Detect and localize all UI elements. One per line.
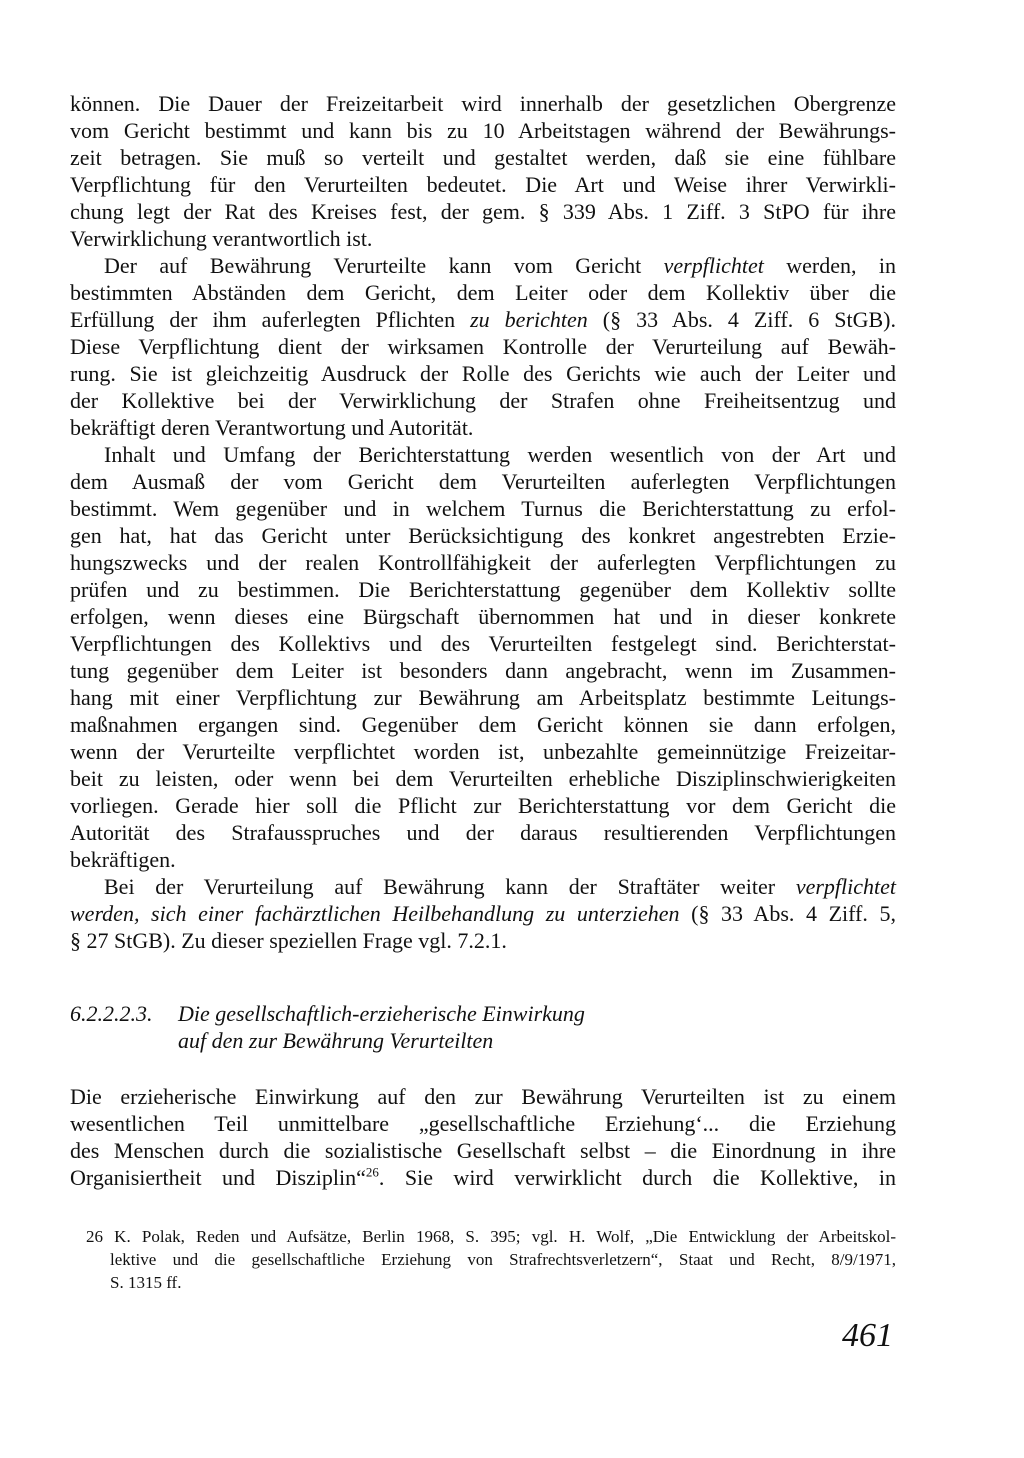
text-line: vorliegen. Gerade hier soll die Pflicht zur Berichterstattung vor dem Gericht die bbox=[70, 793, 896, 818]
text-line: der Kollektive bei der Verwirklichung der Strafen ohne Freiheitsentzug und bbox=[70, 388, 896, 413]
text-line bbox=[70, 1164, 896, 1191]
text-run: Organisiertheit und Disziplin“ bbox=[70, 1165, 366, 1190]
footnote-line: lektive und die gesellschaftliche Erziehung von Strafrechtsverletzern“, Staat und Recht, 8/9/1971, bbox=[110, 1250, 896, 1269]
text-line: rung. Sie ist gleichzeitig Ausdruck der Rolle des Gerichts wie auch der Leiter und bbox=[70, 361, 896, 386]
page-number: 461 bbox=[842, 1317, 893, 1354]
text-line: des Menschen durch die sozialistische Gesellschaft selbst – die Einordnung in ihre bbox=[70, 1138, 896, 1163]
text-run: Erfüllung der ihm auferlegten Pflichten bbox=[70, 307, 471, 332]
text-line: Inhalt und Umfang der Berichterstattung werden wesentlich von der Art und bbox=[104, 442, 896, 467]
text-line: Diese Verpflichtung dient der wirksamen Kontrolle der Verurteilung auf Bewäh- bbox=[70, 334, 896, 359]
section-title-line2: auf den zur Bewährung Verurteilten bbox=[178, 1028, 494, 1053]
text-run: . Sie wird verwirklicht durch die Kollektive, in bbox=[378, 1165, 896, 1190]
text-line: bekräftigen. bbox=[70, 847, 176, 872]
text-line: bekräftigt deren Verantwortung und Autorität. bbox=[70, 415, 474, 440]
text-run: Der auf Bewährung Verurteilte kann vom Gericht bbox=[104, 253, 664, 278]
text-line: bestimmt. Wem gegenüber und in welchem Turnus die Berichterstattung zu erfol- bbox=[70, 496, 896, 521]
section-number: 6.2.2.2.3. bbox=[70, 1001, 153, 1026]
text-line: Die erzieherische Einwirkung auf den zur Bewährung Verurteilten ist zu einem bbox=[70, 1084, 896, 1109]
emphasis-text: zu berichten bbox=[470, 307, 588, 332]
text-run: (§ 33 Abs. 4 Ziff. 6 StGB). bbox=[587, 307, 896, 332]
text-line: gen hat, hat das Gericht unter Berücksichtigung des konkret angestrebten Erzie- bbox=[70, 523, 896, 548]
text-line: vom Gericht bestimmt und kann bis zu 10 Arbeitstagen während der Bewährungs- bbox=[70, 118, 896, 143]
emphasis-text: verpflichtet bbox=[663, 253, 764, 278]
text-line: Verwirklichung verantwortlich ist. bbox=[70, 226, 373, 251]
text-line: bestimmten Abständen dem Gericht, dem Leiter oder dem Kollektiv über die bbox=[70, 280, 896, 305]
text-line bbox=[70, 306, 896, 333]
emphasis-text: verpflichtet bbox=[795, 874, 896, 899]
emphasis-text: werden, sich einer fachärztlichen Heilbehandlung zu unterziehen bbox=[70, 901, 680, 926]
text-line: beit zu leisten, oder wenn bei dem Verurteilten erhebliche Disziplinschwierigkeiten bbox=[70, 766, 896, 791]
text-line: chung legt der Rat des Kreises fest, der gem. § 339 Abs. 1 Ziff. 3 StPO für ihre bbox=[70, 199, 896, 224]
text-line: hungszwecks und der realen Kontrollfähigkeit der auferlegten Verpflichtungen zu bbox=[70, 550, 896, 575]
text-line bbox=[104, 873, 896, 900]
text-line bbox=[104, 252, 896, 279]
heading-line bbox=[70, 1000, 770, 1027]
text-line: zeit betragen. Sie muß so verteilt und gestaltet werden, daß sie eine fühlbare bbox=[70, 145, 896, 170]
text-line: Verpflichtung für den Verurteilten bedeutet. Die Art und Weise ihrer Verwirkli- bbox=[70, 172, 896, 197]
text-run: werden, in bbox=[763, 253, 896, 278]
text-line bbox=[70, 900, 896, 927]
text-line: hang mit einer Verpflichtung zur Bewährung am Arbeitsplatz bestimmte Leitungs- bbox=[70, 685, 896, 710]
text-line: erfolgen, wenn dieses eine Bürgschaft übernommen hat und in dieser konkrete bbox=[70, 604, 896, 629]
text-line: Autorität des Strafausspruches und der daraus resultierenden Verpflichtungen bbox=[70, 820, 896, 845]
text-line: Verpflichtungen des Kollektivs und des Verurteilten festgelegt sind. Berichterstat- bbox=[70, 631, 896, 656]
text-run: Bei der Verurteilung auf Bewährung kann der Straftäter weiter bbox=[104, 874, 796, 899]
text-line: prüfen und zu bestimmen. Die Berichterstattung gegenüber dem Kollektiv sollte bbox=[70, 577, 896, 602]
text-run: (§ 33 Abs. 4 Ziff. 5, bbox=[679, 901, 896, 926]
section-title-line1: Die gesellschaftlich-erzieherische Einwirkung bbox=[178, 1001, 585, 1026]
text-line: tung gegenüber dem Leiter ist besonders dann angebracht, wenn im Zusammen- bbox=[70, 658, 896, 683]
text-line: § 27 StGB). Zu dieser speziellen Frage vgl. 7.2.1. bbox=[70, 928, 507, 953]
text-line: können. Die Dauer der Freizeitarbeit wird innerhalb der gesetzlichen Obergrenze bbox=[70, 91, 896, 116]
text-line: wenn der Verurteilte verpflichtet worden ist, unbezahlte gemeinnützige Freizeitar- bbox=[70, 739, 896, 764]
text-line: wesentlichen Teil unmittelbare „gesellschaftliche Erziehung‘... die Erziehung bbox=[70, 1111, 896, 1136]
text-line: maßnahmen ergangen sind. Gegenüber dem Gericht können sie dann erfolgen, bbox=[70, 712, 896, 737]
text-line: dem Ausmaß der vom Gericht dem Verurteilten auferlegten Verpflichtungen bbox=[70, 469, 896, 494]
footnote-line: S. 1315 ff. bbox=[110, 1273, 182, 1292]
footnote-line: 26 K. Polak, Reden und Aufsätze, Berlin 1968, S. 395; vgl. H. Wolf, „Die Entwicklung der Arbeitskol- bbox=[86, 1227, 896, 1246]
footnote-ref: 26 bbox=[365, 1164, 379, 1180]
